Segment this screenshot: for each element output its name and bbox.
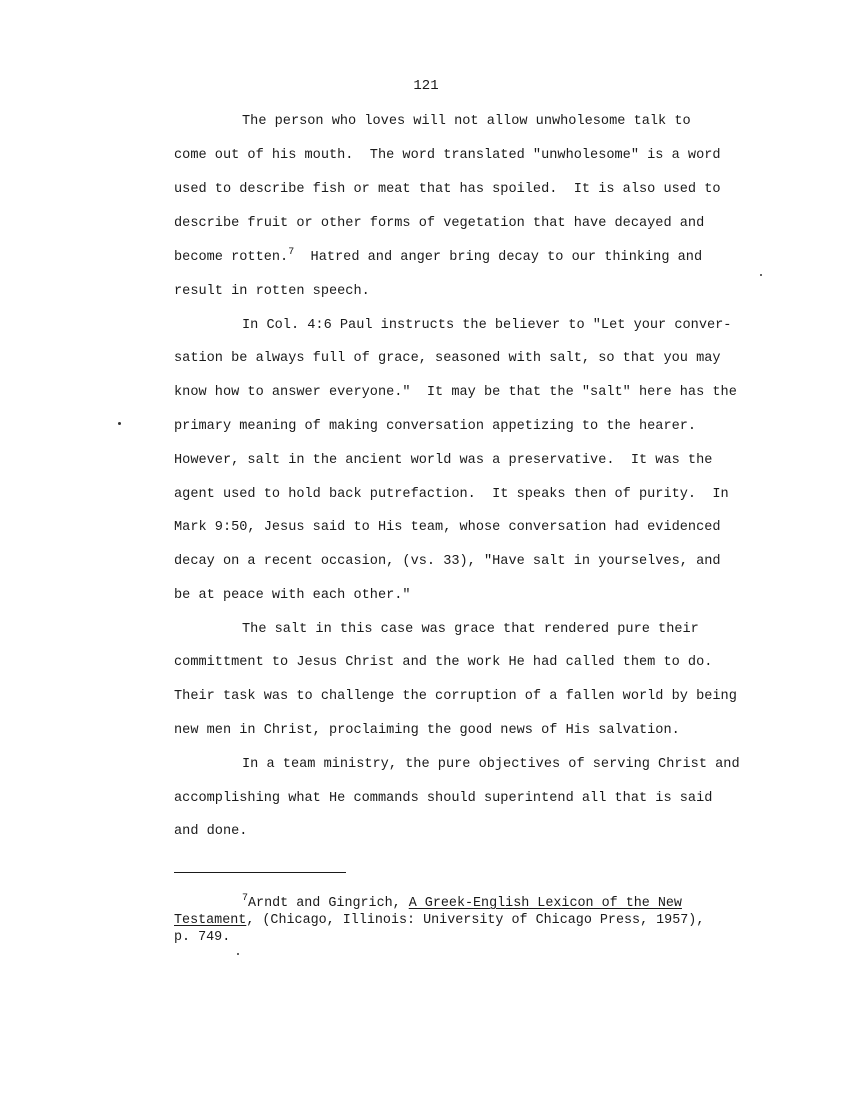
text-line: decay on a recent occasion, (vs. 33), "Have salt in yourselves, and [174,554,721,569]
scan-speck [118,422,121,425]
text-line: and done. [174,824,248,839]
text-line: Mark 9:50, Jesus said to His team, whose conversation had evidenced [174,520,721,535]
text-line: accomplishing what He commands should superintend all that is said [174,791,713,806]
footnote-line: p. 749. [174,930,231,945]
text-line: Their task was to challenge the corruption of a fallen world by being [174,689,737,704]
text-line: agent used to hold back putrefaction. It speaks then of purity. In [174,487,729,502]
text-line [174,247,703,266]
footnote-publication: , (Chicago, Illinois: University of Chicago Press, 1957), [246,913,705,928]
text-line: However, salt in the ancient world was a preservative. It was the [174,453,713,468]
footnote-divider [174,872,346,873]
text-line: be at peace with each other." [174,588,411,603]
text-line: result in rotten speech. [174,284,370,299]
text-line: In a team ministry, the pure objectives of serving Christ and [242,757,740,772]
footnote-title: A Greek-English Lexicon of the New [408,896,682,911]
footnote-author: Arndt and Gingrich, [248,896,409,911]
footnote-line [242,893,682,912]
text-line: primary meaning of making conversation appetizing to the hearer. [174,419,697,434]
text-line: used to describe fish or meat that has spoiled. It is also used to [174,182,721,197]
text-line: describe fruit or other forms of vegetation that have decayed and [174,216,705,231]
text-line: come out of his mouth. The word translated "unwholesome" is a word [174,148,721,163]
text-line: sation be always full of grace, seasoned with salt, so that you may [174,351,721,366]
scan-speck [237,953,239,955]
footnote-title: Testament [174,913,247,928]
text-span: become rotten. [174,250,289,265]
text-line: new men in Christ, proclaiming the good news of His salvation. [174,723,680,738]
footnote-line [174,913,704,929]
footnote-marker: 7 [242,893,249,904]
text-span: Hatred and anger bring decay to our thinking and [294,250,703,265]
text-line: The salt in this case was grace that rendered pure their [242,622,699,637]
scan-speck [760,274,762,276]
text-line: know how to answer everyone." It may be that the "salt" here has the [174,385,737,400]
text-line: In Col. 4:6 Paul instructs the believer to "Let your conver- [242,318,732,333]
footnote-reference: 7 [288,247,295,258]
text-line: The person who loves will not allow unwholesome talk to [242,114,691,129]
page-number: 121 [413,78,439,94]
text-line: committment to Jesus Christ and the work He had called them to do. [174,655,713,670]
